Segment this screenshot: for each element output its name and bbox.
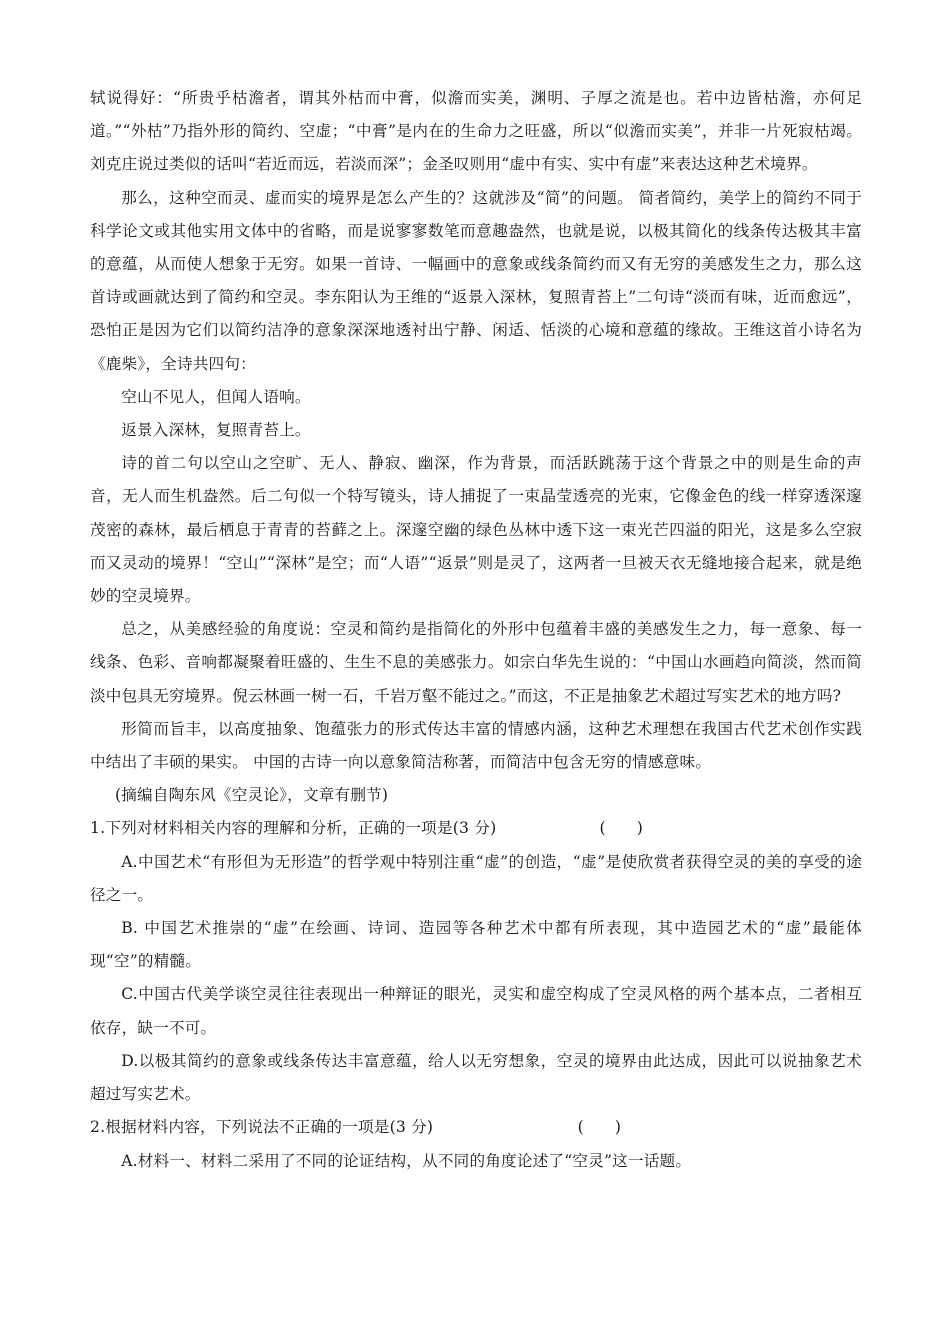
document-page [90, 82, 862, 1178]
question-2-stem: 2.根据材料内容，下列说法不正确的一项是(3 分) ( ) [90, 1118, 622, 1137]
question-1-option-b: B. 中国艺术推崇的“虚”在绘画、诗词、造园等各种艺术中都有所表现，其中造园艺术的“虚”最能体现“空”的精髓。 [90, 919, 862, 971]
question-1-option-a: A.中国艺术“有形但为无形造”的哲学观中特别注重“虚”的创造，“虚”是使欣赏者获得空灵的美的享受的途径之一。 [90, 852, 862, 904]
poem-line-1: 空山不见人，但闻人语响。 [121, 387, 311, 406]
question-1-stem: 1.下列对材料相关内容的理解和分析，正确的一项是(3 分) ( ) [90, 819, 644, 838]
paragraph-su-shi-quote: 轼说得好：“所贵乎枯澹者，谓其外枯而中膏，似澹而实美，渊明、子厚之流是也。若中边皆枯澹，亦何足道。”“外枯”乃指外形的简约、空虚；“中膏”是内在的生命力之旺盛，所以“似澹而实美”，并非一片死寂枯竭。刘克庄说过类似的话叫“若近而远，若淡而深”；金圣叹则用“虚中有实、实中有虚”来表达这种艺术境界。 [90, 89, 862, 174]
paragraph-conclusion: 总之，从美感经验的角度说：空灵和简约是指简化的外形中包蕴着丰盛的美感发生之力，每一意象、每一线条、色彩、音响都凝聚着旺盛的、生生不息的美感张力。如宗白华先生说的：“中国山水画趋向简淡，然而简淡中包具无穷境界。倪云林画一树一石，千岩万壑不能过之。”而这，不正是抽象艺术超过写实艺术的地方吗? [90, 620, 862, 705]
question-1-option-c: C.中国古代美学谈空灵往往表现出一种辩证的眼光，灵实和虚空构成了空灵风格的两个基本点，二者相互依存，缺一不可。 [90, 985, 862, 1037]
question-1-option-d: D.以极其简约的意象或线条传达丰富意蕴，给人以无穷想象，空灵的境界由此达成，因此可以说抽象艺术超过写实艺术。 [90, 1051, 862, 1104]
paragraph-poem-analysis: 诗的首二句以空山之空旷、无人、静寂、幽深，作为背景，而活跃跳荡于这个背景之中的则是生命的声音，无人而生机盎然。后二句似一个特写镜头，诗人捕捉了一束晶莹透亮的光束，它像金色的线一样穿透深邃茂密的森林，最后栖息于青青的苔藓之上。深邃空幽的绿色丛林中透下这一束光芒四溢的阳光，这是多么空寂而又灵动的境界！“空山”“深林”是空；而“人语”“返景”则是灵了，这两者一旦被天衣无缝地接合起来，就是绝妙的空灵境界。 [90, 454, 862, 606]
question-2-option-a: A.材料一、材料二采用了不同的论证结构，从不同的角度论述了“空灵”这一话题。 [121, 1151, 692, 1170]
source-citation: (摘编自陶东风《空灵论》，文章有删节) [114, 786, 389, 805]
paragraph-simplicity: 那么，这种空而灵、虚而实的境界是怎么产生的？这就涉及“简”的问题。 简者简约，美学上的简约不同于科学论文或其他实用文体中的省略，而是说寥寥数笔而意趣盎然，也就是说，以极其简化的线条传达极其丰富的意蕴，从而使人想象于无穷。如果一首诗、一幅画中的意象或线条简约而又有无穷的美感发生之力，那么这首诗或画就达到了简约和空灵。李东阳认为王维的“返景入深林，复照青苔上”二句诗“淡而有味，近而愈远”，恐怕正是因为它们以简约洁净的意象深深地透衬出宁静、闲适、恬淡的心境和意蕴的缘故。王维这首小诗名为《鹿柴》，全诗共四句： [90, 188, 862, 373]
paragraph-ideal: 形简而旨丰，以高度抽象、饱蕴张力的形式传达丰富的情感内涵，这种艺术理想在我国古代艺术创作实践中结出了丰硕的果实。 中国的古诗一向以意象简洁称著，而简洁中包含无穷的情感意味。 [90, 719, 862, 772]
poem-line-2: 返景入深林，复照青苔上。 [121, 421, 311, 440]
